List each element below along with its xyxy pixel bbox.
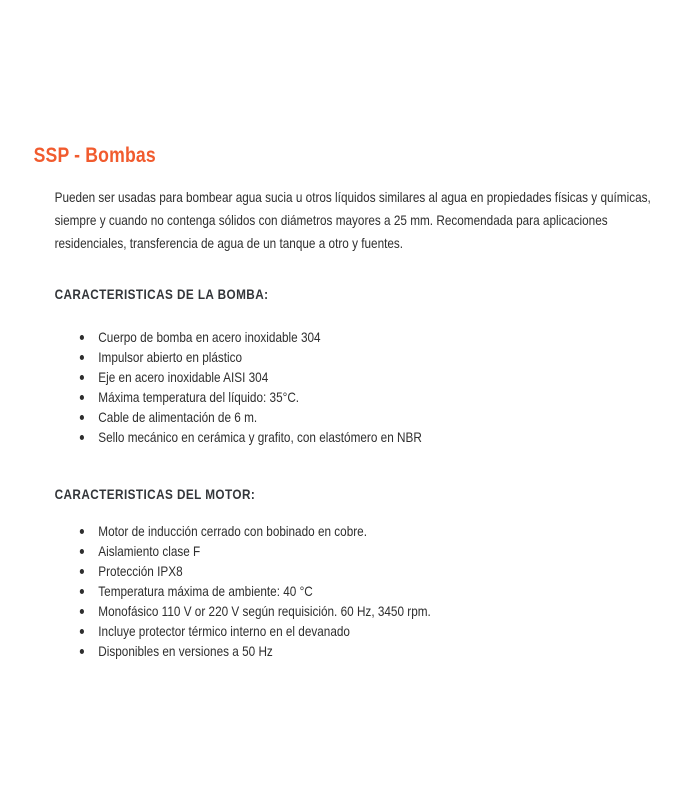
list-item-text: Protección IPX8	[98, 563, 183, 579]
bullet-icon	[80, 435, 84, 440]
bullet-icon	[80, 529, 84, 534]
list-item	[55, 521, 688, 541]
list-item	[55, 327, 688, 347]
list-item	[55, 347, 688, 367]
list-item-text: Temperatura máxima de ambiente: 40 °C	[98, 583, 313, 599]
list-item	[55, 601, 688, 621]
list-item-text: Aislamiento clase F	[98, 543, 201, 559]
list-item	[55, 581, 688, 601]
list-item	[55, 387, 688, 407]
list-item-text: Sello mecánico en cerámica y grafito, con elastómero en NBR	[98, 429, 422, 445]
list-item	[55, 541, 688, 561]
bullet-icon	[80, 629, 84, 634]
list-item-text: Cable de alimentación de 6 m.	[98, 409, 258, 425]
bullet-icon	[80, 549, 84, 554]
bullet-icon	[80, 355, 84, 360]
list-item-text: Impulsor abierto en plástico	[98, 349, 243, 365]
list-item-text: Incluye protector térmico interno en el devanado	[98, 623, 350, 639]
bullet-icon	[80, 589, 84, 594]
bullet-icon	[80, 395, 84, 400]
bullet-icon	[80, 569, 84, 574]
product-intro-paragraph: Pueden ser usadas para bombear agua sucia u otros líquidos similares al agua en propiedades físicas y químicas, siempre y cuando no contenga sólidos con diámetros mayores a 25 mm. Recomendada para aplicaciones residenciales, transferencia de agua de un tanque a otro y fuentes.	[54, 189, 651, 251]
list-item	[55, 427, 688, 447]
pump-characteristics-list	[55, 327, 688, 447]
list-item-text: Monofásico 110 V or 220 V según requisición. 60 Hz, 3450 rpm.	[98, 603, 431, 619]
bullet-icon	[80, 375, 84, 380]
section-heading-pump-characteristics: CARACTERISTICAS DE LA BOMBA:	[54, 286, 269, 302]
list-item	[55, 367, 688, 387]
list-item	[55, 641, 688, 661]
list-item	[55, 561, 688, 581]
motor-characteristics-list	[55, 521, 688, 661]
list-item	[55, 621, 688, 641]
bullet-icon	[80, 415, 84, 420]
list-item-text: Eje en acero inoxidable AISI 304	[98, 369, 269, 385]
bullet-icon	[80, 335, 84, 340]
product-title-link[interactable]: SSP - Bombas	[33, 144, 156, 167]
bullet-icon	[80, 609, 84, 614]
list-item-text: Disponibles en versiones a 50 Hz	[98, 643, 273, 659]
section-heading-motor-characteristics: CARACTERISTICAS DEL MOTOR:	[54, 486, 256, 502]
list-item-text: Motor de inducción cerrado con bobinado en cobre.	[98, 523, 367, 539]
list-item-text: Cuerpo de bomba en acero inoxidable 304	[98, 329, 321, 345]
list-item	[55, 407, 688, 427]
list-item-text: Máxima temperatura del líquido: 35°C.	[98, 389, 300, 405]
bullet-icon	[80, 649, 84, 654]
